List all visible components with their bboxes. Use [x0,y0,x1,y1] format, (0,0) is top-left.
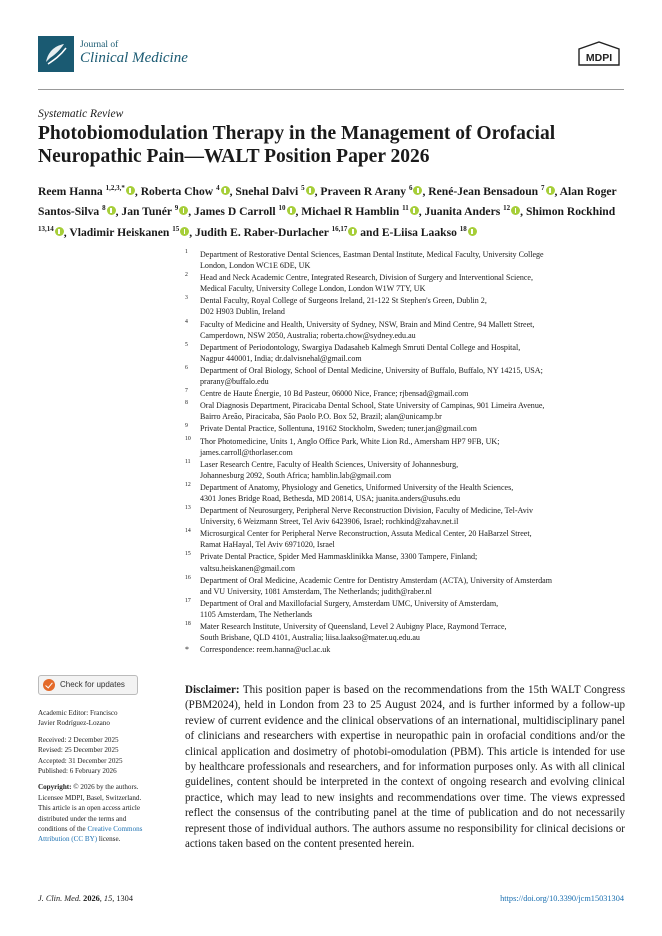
affiliation-line: South Brisbane, QLD 4101, Australia; liisa.laakso@mater.uq.edu.au [200,633,420,643]
affiliation-line: Ramat HaHayal, Tel Aviv 6971020, Israel [200,540,335,550]
author-affiliation-ref: 12 [503,204,511,213]
affiliation-line: 1105 Amsterdam, The Netherlands [200,609,313,619]
affiliation-line: Department of Anatomy, Physiology and Genetics, Uniformed University of the Health Sciences, [200,482,514,492]
copyright-notice [38,782,174,844]
published-date: Published: 6 February 2026 [38,767,117,776]
received-date: Received: 2 December 2025 [38,735,119,744]
affiliation-number: 8 [185,400,188,407]
orcid-icon[interactable] [180,227,189,236]
affiliation-line: Department of Oral and Maxillofacial Surgery, Amsterdam UMC, University of Amsterdam, [200,598,499,608]
affiliation-item [185,459,625,481]
affiliation-line: and VU University, 1081 Amsterdam, The Netherlands; judith@raber.nl [200,586,432,596]
correspondence-email[interactable]: Correspondence: reem.hanna@ucl.ac.uk [200,645,331,655]
editor-line: Javier Rodríguez-Lozano [38,719,110,728]
author-name: Jan Tunér [121,205,172,219]
copyright-label: Copyright: [38,783,72,792]
orcid-icon[interactable] [107,206,116,215]
affiliation-item [185,575,625,597]
article-number: 1304 [116,894,133,903]
affiliation-item [185,295,625,317]
orcid-icon[interactable] [410,206,419,215]
affiliation-line: University, 6 Weizmann Street, Tel Aviv 6423906, Israel; rochkind@zahav.net.il [200,517,459,527]
author-name: Juanita Anders [424,205,501,219]
affiliation-line: Nagpur 440001, India; dr.dalvisnehal@gmail.com [200,353,362,363]
affiliation-item [185,436,625,458]
affiliation-line: Bairro Areão, Piracicaba, São Paolo P.O. Box 52, Brazil; alan@unicamp.br [200,412,442,422]
orcid-icon[interactable] [179,206,188,215]
orcid-icon[interactable] [546,186,555,195]
orcid-icon[interactable] [126,186,135,195]
article-type: Systematic Review [38,108,124,120]
affiliation-line: Faculty of Medicine and Health, University of Sydney, NSW, Brain and Mind Centre, 94 Mallett Street, [200,319,535,329]
journal-of-label: Journal of [80,40,119,51]
affiliation-item [185,400,625,422]
author-affiliation-ref: 9 [174,204,179,213]
affiliation-item [185,505,625,527]
article-title: Photobiomodulation Therapy in the Management of Orofacial Neuropathic Pain—WALT Position Paper 2026 [38,123,556,167]
doi-link[interactable]: https://doi.org/10.3390/jcm15031304 [500,894,624,903]
affiliation-item [185,342,625,364]
affiliation-number: 11 [185,458,191,465]
author-name: Praveen R Arany [320,184,407,198]
copyright-line: distributed under the terms and [38,814,127,823]
affiliation-line: valtsu.heiskanen@gmail.com [200,563,296,573]
author-affiliation-ref: 8 [102,204,106,213]
citation-footer: J. Clin. Med. 2026, 15, 1304 [38,894,133,903]
author-affiliation-ref: 16,17 [331,224,348,233]
affiliation-line: 4301 Jones Bridge Road, Bethesda, MD 20814, USA; juanita.anders@usuhs.edu [200,493,461,503]
author-affiliation-ref: 18 [459,224,467,233]
orcid-icon[interactable] [55,227,64,236]
affiliation-number: 10 [185,435,191,442]
publisher-name: MDPI [585,52,613,64]
affiliation-item [185,388,625,399]
revised-date: Revised: 25 December 2025 [38,746,119,755]
author-name: Judith E. Raber-Durlacher [195,225,329,239]
author[interactable] [69,226,189,239]
author[interactable] [320,185,422,198]
affiliation-item [185,272,625,294]
copyright-line: conditions of the [38,825,88,834]
license-link-cont[interactable]: Attribution (CC BY) [38,835,98,844]
article-dates [38,735,174,777]
orcid-icon[interactable] [468,227,477,236]
copyright-line: Licensee MDPI, Basel, Switzerland. [38,793,142,802]
affiliation-number: 1 [185,249,188,255]
author[interactable] [38,185,135,198]
disclaimer-paragraph [185,683,625,852]
author-name: Alan Roger Santos-Silva [38,184,617,219]
affiliation-line: Department of Restorative Dental Sciences, Eastman Dental Institute, Medical Faculty, University College [200,250,544,259]
author-name: Snehal Dalvi [235,184,299,198]
affiliation-line: Head and Neck Academic Centre, Integrated Research, Division of Surgery and Interventional Science, [200,273,534,283]
author-affiliation-ref: 7 [541,184,545,192]
affiliation-line: Department of Oral Medicine, Academic Centre for Dentistry Amsterdam (ACTA), University of Amsterdam [200,575,552,585]
affiliation-line: Dental Faculty, Royal College of Surgeons Ireland, 21-122 St Stephen's Green, Dublin 2, [200,296,487,306]
affiliation-line: james.carroll@thorlaser.com [200,447,293,457]
author-affiliation-ref: 15 [172,224,180,233]
author-affiliation-ref: 10 [278,204,286,213]
affiliation-number: 16 [185,574,191,581]
author[interactable] [301,205,418,218]
affiliation-item [185,423,625,434]
author-name: Reem Hanna [38,184,103,198]
affiliation-item [185,621,625,643]
author-name: E-Liisa Laakso [381,225,457,239]
author-affiliation-ref: 1,2,3,* [105,184,125,192]
disclaimer-label: Disclaimer: [185,684,240,696]
header-divider [38,89,624,90]
author-name: Shimon Rockhind [525,205,616,219]
affiliation-item [185,528,625,550]
accepted-date: Accepted: 31 December 2025 [38,756,123,765]
author[interactable] [425,205,521,218]
affiliation-number: 15 [185,551,191,558]
author[interactable] [121,205,188,218]
disclaimer-text: This position paper is based on the recommendations from the 15th WALT Congress (PBM2024), held in London from 23 to 25 August 2024, and is further informed by a follow-up review of current evidence and the clinical observations of an international, multidisciplinary panel of clinicians and researchers with expertise in neuropathic pain in orofacial conditions and/or the clinical application and dosimetry of photobi-omodulation (PBM). This article is intended for use by healthcare professionals and researchers, and for information purposes only. As with all clinical guidelines, content should be interpreted in the context of ongoing research and evolving clinical practice, which may lead to new insights and recommendations over time. The views expressed reflect the consensus of the contributing panel at the time of publication and do not necessarily represent those of individual authors. The authors assume no responsibility for clinical decisions or actions taken based on the content presented herein. [185,684,625,851]
affiliation-item [185,598,625,620]
affiliation-line: Thor Photomedicine, Units 1, Anglo Office Park, White Lion Rd., Amersham HP7 9FB, UK; [200,436,500,446]
author-affiliation-ref: 5 [301,184,305,192]
check-for-updates-label: Check for updates [60,679,125,689]
license-tail: license. [97,835,121,844]
affiliation-number: 12 [185,481,191,488]
affiliation-number: 6 [185,364,188,371]
affiliation-number: 4 [185,318,188,325]
affiliation-number: 13 [185,505,191,512]
copyright-line: This article is an open access article [38,804,141,813]
affiliation-number: 3 [185,295,188,302]
affiliation-line: Camperdown, NSW 2050, Australia; roberta.chow@sydney.edu.au [200,330,416,340]
correspondence-mark: * [185,645,189,655]
orcid-icon[interactable] [306,186,315,195]
affiliation-line: Department of Periodontology, Swargiya Dadasaheb Kalmegh Smruti Dental College and Hospital, [200,342,521,352]
author[interactable] [194,205,295,218]
affiliation-line: prarany@buffalo.edu [200,377,269,387]
author[interactable] [235,185,314,198]
author[interactable] [428,185,554,198]
check-for-updates-button[interactable] [38,675,138,695]
affiliation-list [185,249,625,656]
affiliation-line: Laser Research Centre, Faculty of Health Sciences, University of Johannesburg, [200,459,459,469]
affiliation-item [185,319,625,341]
author-name: Vladimir Heiskanen [69,225,170,239]
affiliation-number: 14 [185,528,191,535]
pub-year: 2026 [83,894,100,903]
affiliation-item [185,482,625,504]
affiliation-line: Private Dental Practice, Sollentuna, 19162 Stockholm, Sweden; tuner.jan@gmail.com [200,424,477,434]
author-list: Reem Hanna $^{1,2,3,*}$ , Roberta Chow $^4$ , Snehal Dalvi $^5$ , Praveen R Arany $^6$ , René-Jean Bensadoun $^7$ , Alan Roger Santos-Silva $^8$ , Jan Tunér $^9$ , James D Carroll $^{10}$ , Michael R Hamblin $^{11}$ , Juanita Anders $^{12}$ , Shimon Rockhind $^{13,14}$ , Vladimir Heiskanen $^{15}$ , Judith E. Raber-Durlacher $^{16,17}$ and E-Liisa Laakso $^{18}$ [38,184,617,239]
author[interactable] [141,185,230,198]
journal-emblem-icon [38,36,74,72]
affiliation-line: D02 H903 Dublin, Ireland [200,307,285,317]
author-affiliation-ref: 6 [408,184,413,192]
author-name: René-Jean Bensadoun [428,184,539,198]
affiliation-line: Oral Diagnosis Department, Piracicaba Dental School, State University of Campinas, 901 Limeira Avenue, [200,401,545,411]
copyright-line: © 2026 by the authors. [71,783,139,792]
affiliation-line: Department of Oral Biology, School of Dental Medicine, University of Buffalo, Buffalo, NY 14215, USA; [200,365,543,375]
affiliation-number: 2 [185,272,188,279]
affiliation-item [185,249,625,271]
affiliation-line: Department of Neurosurgery, Peripheral Nerve Reconstruction Division, Faculty of Medicine, Tel-Aviv [200,506,533,516]
academic-editor [38,708,174,729]
mdpi-logo-icon[interactable] [576,40,622,68]
volume: 15 [103,894,113,903]
correspondence [185,644,625,655]
affiliation-line: Medical Faculty, University College London, London W1W 7TY, UK [200,284,426,294]
affiliation-line: Mater Research Institute, University of Queensland, Level 2 Aubigny Place, Raymond Terrace, [200,622,507,631]
author-name: Roberta Chow [140,184,214,198]
author-affiliation-ref: 13,14 [38,224,54,233]
orcid-icon[interactable] [348,227,357,236]
affiliation-number: 5 [185,341,188,348]
check-updates-icon [43,679,55,691]
orcid-icon[interactable] [287,206,296,215]
affiliation-number: 18 [185,621,191,627]
journal-name: Clinical Medicine [80,50,188,67]
affiliation-line: Private Dental Practice, Spider Med Hammasklinikka Manse, 3300 Tampere, Finland; [200,552,478,562]
orcid-icon[interactable] [511,206,520,215]
journal-logo[interactable] [38,36,188,72]
affiliation-number: 7 [185,388,188,395]
author[interactable] [382,226,477,239]
author-affiliation-ref: 11 [402,204,409,213]
author-affiliation-ref: 4 [216,184,220,192]
affiliation-item [185,365,625,387]
author-name: James D Carroll [194,205,276,219]
orcid-icon[interactable] [413,186,422,195]
affiliation-number: 17 [185,597,191,604]
affiliation-line: Johannesburg 2092, South Africa; hamblin.lab@gmail.com [200,470,392,480]
orcid-icon[interactable] [221,186,230,195]
affiliation-line: London, London WC1E 6DE, UK [200,261,311,271]
affiliation-number: 9 [185,423,188,430]
author-name: Michael R Hamblin [301,205,400,219]
affiliation-line: Microsurgical Center for Peripheral Nerve Reconstruction, Assuta Medical Center, 20 HaBarzel Street, [200,529,532,539]
editor-line: Academic Editor: Francisco [38,709,118,717]
affiliation-line: Centre de Haute Énergie, 10 Bd Pasteur, 06000 Nice, France; rjbensad@gmail.com [200,389,469,399]
article-sidebar [38,675,174,851]
author[interactable] [195,226,357,239]
journal-abbr: J. Clin. Med. [38,894,82,903]
license-link[interactable]: Creative Commons [87,825,143,834]
affiliation-item [185,551,625,573]
